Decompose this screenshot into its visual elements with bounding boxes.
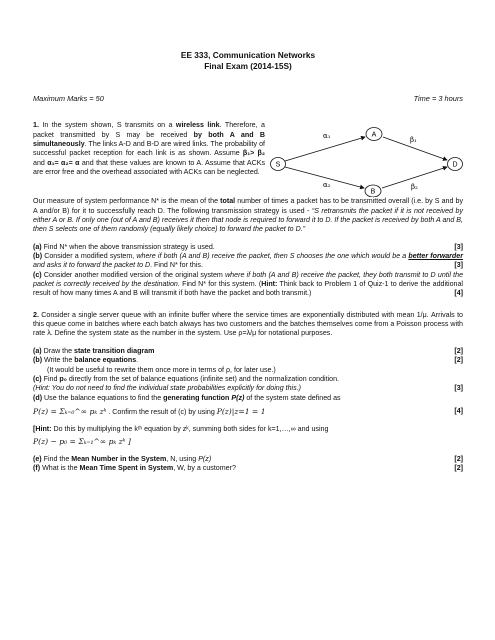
q2f-text-2: Mean Time Spent in System: [79, 464, 174, 473]
q1b-text-5: . Find N* for this.: [150, 261, 203, 270]
question-2c-hint-row: [33, 384, 463, 393]
course-title: EE 333, Communication Networks: [180, 50, 316, 60]
question-1-strategy: [33, 197, 463, 234]
q1-text-9: and that these values are known to A. Assume that ACKs are error free and the overhead associated with ACKs can be neglected.: [33, 158, 266, 176]
q1b-text-4: and asks it to forward the packet to D: [33, 261, 151, 270]
question-2d-equation-row: [33, 407, 463, 417]
q1c-text-5: Think back to Problem 1 of Quiz-1 to derive the additional result of how many times A and B will transmit if both have the packet and both transmit.): [33, 280, 464, 298]
q1a-label: (a): [33, 242, 42, 251]
question-1-block: [33, 121, 463, 197]
q2e-text-4: P(z): [198, 455, 212, 464]
q2e-text-2: Mean Number in the System: [71, 455, 167, 464]
q2d-confirm-text: . Confirm the result of (c) by using: [106, 407, 217, 416]
node-b-label: B: [370, 188, 376, 196]
max-marks: Maximum Marks = 50: [33, 94, 104, 104]
node-s-label: S: [275, 161, 281, 169]
question-1c: [33, 271, 463, 299]
exam-time: Time = 3 hours: [413, 94, 463, 104]
q2a-points: [2]: [454, 346, 463, 355]
q2d-hint-label: [Hint:: [33, 425, 52, 434]
question-2-intro: [33, 311, 463, 339]
q2c-text-3: directly from the set of balance equations (infinite set) and the normalization condition.: [66, 374, 340, 383]
q1c-points: [4]: [454, 289, 463, 298]
question-2c: [33, 375, 463, 384]
question-2b-note: (It would be useful to rewrite them once more in terms of ρ, for later use.): [47, 365, 276, 374]
q2f-points: [2]: [454, 464, 463, 473]
q1c-label: (c): [33, 270, 42, 279]
question-2a: [33, 347, 463, 356]
q1b-text-1: Consider a modified system,: [42, 251, 137, 260]
q2c-text-1: Find: [41, 374, 60, 383]
q2c-points: [3]: [454, 384, 463, 393]
exam-header-row: [33, 94, 463, 104]
node-d-label: D: [452, 161, 458, 169]
q2f-label: (f): [33, 464, 41, 473]
edge-s-a: [285, 137, 365, 161]
question-2f: [33, 464, 463, 473]
q1-text-1: In the system shown, S transmits on a: [38, 121, 176, 130]
edge-a-d-label: β₁: [410, 136, 417, 145]
q2b-points: [2]: [454, 356, 463, 365]
q2c-text-2: p₀: [59, 374, 67, 383]
hint-equation: P(z) − p₀ = Σₖ₌₁^∞ pₖ zᵏ ]: [33, 436, 131, 446]
q1c-hint-label: Hint:: [261, 280, 278, 289]
q2c-label: (c): [33, 374, 42, 383]
q2e-points: [2]: [454, 455, 463, 464]
q1-text-2: wireless link: [175, 121, 220, 130]
q1-text-3: . Therefore, a packet transmitted by S may be received: [33, 121, 265, 139]
q1b-text-2: where if both (A and B) receive the packet, then S chooses the one which would be a: [136, 251, 409, 260]
q1-text-5: . The links A-D and B-D are wired links. The probability of successful packet reception for each link is as shown. Assume: [33, 139, 265, 158]
q2c-hint: (Hint: You do not need to find the individual state probabilities explicitly for doing this.): [33, 384, 302, 393]
q2a-text-2: state transition diagram: [74, 346, 155, 355]
edge-s-b-label: α₂: [323, 181, 331, 190]
q1-p2-c: number of times a packet has to be transmitted overall (i.e. by S and by A and/or B) for it to successfully reach D. The following transmission strategy is used -: [33, 197, 464, 215]
network-diagram-svg: [265, 121, 463, 197]
q1-p2-d: “S retransmits the packet if it is not received by either A or B. If only one (out of A and B) receives it then that node is required to forward it to D. If the packet is received by both A and B, then S selects one of them randomly (equally likely choice) to forward the packet to D.”: [33, 206, 463, 234]
q1-p2-a: Our measure of system performance N* is the mean of the: [33, 197, 221, 206]
question-1-number: 1.: [33, 121, 39, 130]
question-2d: [33, 394, 463, 403]
q1c-text-3: Find N* for this system. (: [179, 280, 262, 289]
q2a-label: (a): [33, 346, 42, 355]
q2d-points: [4]: [454, 406, 463, 415]
normalization-equation: P(z)|z=1 = 1: [216, 406, 266, 416]
q2f-text-3: , W, by a customer?: [173, 464, 236, 473]
q2e-text-1: Find the: [41, 455, 72, 464]
q2e-label: (e): [33, 455, 42, 464]
q2d-text-1: Use the balance equations to find the: [42, 393, 164, 402]
question-2-number: 2.: [33, 310, 39, 319]
q1a-text: Find N* when the above transmission strategy is used.: [41, 242, 215, 251]
edge-s-a-label: α₁: [323, 132, 331, 141]
question-1-intro: [33, 121, 265, 197]
q1-text-8: α₁= α₂= α: [47, 158, 80, 167]
question-2d-hint-equation: [33, 437, 463, 447]
generating-function-equation: P(z) = Σₖ₌₀^∞ pₖ zᵏ: [33, 406, 107, 416]
exam-title: Final Exam (2014-15S): [204, 61, 292, 72]
network-diagram: [265, 121, 463, 197]
question-2d-hint: [33, 425, 463, 434]
q2d-text-2: generating function: [163, 393, 230, 402]
q1-text-4: by both A and B simultaneously: [33, 130, 265, 148]
q2b-label: (b): [33, 356, 43, 365]
q1c-text-1: Consider another modified version of the original system: [41, 270, 226, 279]
q1b-points: [3]: [454, 261, 463, 270]
q1b-text-3: better forwarder: [408, 251, 463, 260]
q2b-text-2: balance equations: [74, 356, 137, 365]
q2f-text-1: What is the: [40, 464, 80, 473]
q2a-text-1: Draw the: [41, 346, 74, 355]
q2d-text-4: P(z): [231, 393, 245, 402]
q1b-label: (b): [33, 251, 43, 260]
question-2e: [33, 455, 463, 464]
edge-b-d-label: β₂: [411, 183, 418, 192]
q1-text-6: β₁> β₂: [242, 149, 266, 158]
q1-text-7: and: [33, 158, 48, 167]
q2d-text-5: of the system state defined as: [244, 393, 341, 402]
q2e-text-3: , N, using: [166, 455, 199, 464]
q1c-text-2: where if both (A and B) receive the packet, they both transmit to D until the packet is correctly received by the destination.: [33, 270, 464, 289]
question-1b: [33, 252, 463, 271]
q2-intro-text: Consider a single server queue with an infinite buffer where the service times are exponentially distributed with mean 1/μ. Arrivals to this queue come in batches where each batch always has two customers and the batches themselves come from a Poisson process with rate λ. Define the system state as the number in the system. Use ρ=λ/μ for notational purposes.: [33, 310, 463, 338]
q2d-label: (d): [33, 393, 43, 402]
q2b-text-3: .: [136, 356, 139, 365]
q1a-points: [3]: [454, 242, 463, 251]
exam-page: [33, 50, 463, 474]
node-a-label: A: [371, 131, 377, 139]
q2d-hint-text: Do this by multiplying the kᵗʰ equation by zᵏ, summing both sides for k=1,…,∞ and using: [51, 425, 329, 434]
question-2b: [33, 356, 463, 365]
question-1a: [33, 243, 463, 252]
q1-p2-b: total: [220, 197, 236, 206]
q2b-text-1: Write the: [42, 356, 75, 365]
